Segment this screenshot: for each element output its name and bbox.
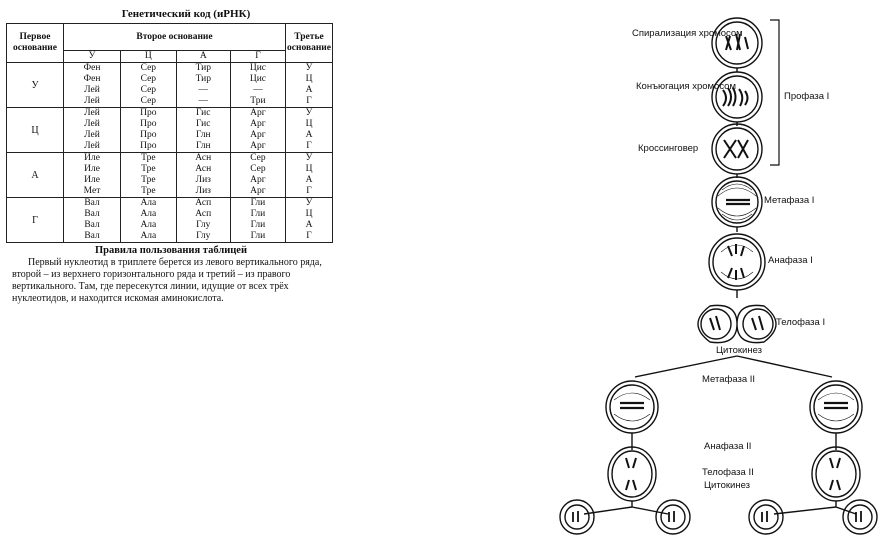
label-cytokinesis-2: Цитокинез: [704, 480, 751, 491]
first-base-cell: Г: [7, 198, 64, 243]
amino-acid-cell: Лей: [64, 108, 121, 120]
amino-acid-cell: Глн: [176, 141, 230, 153]
second-base-label: Ц: [121, 51, 177, 63]
cell-conjugation: [712, 72, 762, 122]
amino-acid-cell: Фен: [64, 63, 121, 75]
amino-acid-cell: Глу: [176, 220, 230, 231]
label-spiralization: Спирализация хромосом: [632, 28, 743, 39]
third-base-cell: А: [286, 220, 333, 231]
genetic-code-body: [7, 63, 333, 243]
amino-acid-cell: Мет: [64, 186, 121, 198]
amino-acid-cell: Тре: [121, 153, 177, 165]
amino-acid-cell: Тре: [121, 175, 177, 186]
first-base-cell: У: [7, 63, 64, 108]
amino-acid-cell: Лей: [64, 85, 121, 96]
amino-acid-cell: Сер: [121, 74, 177, 85]
table-row: [7, 108, 333, 120]
amino-acid-cell: Гли: [230, 198, 285, 210]
label-cytokinesis-1: Цитокинез: [716, 345, 763, 356]
label-prophase: Профаза I: [784, 91, 830, 102]
rules-text: Первый нуклеотид в триплете берется из левого вертикального ряда, второй – из верхнего горизонтального ряда и третий – из правого вертикального. Там, где пересекутся линии, идущие от всех трёх нуклеотидов, и находится искомая аминокислота.: [12, 257, 322, 304]
third-base-cell: Ц: [286, 164, 333, 175]
amino-acid-cell: Глн: [176, 130, 230, 141]
cell-telophase-1: [698, 305, 776, 342]
label-metaphase-1: Метафаза I: [764, 195, 815, 206]
amino-acid-cell: Асн: [176, 164, 230, 175]
amino-acid-cell: Тре: [121, 164, 177, 175]
third-base-header: Третье основание: [286, 24, 333, 63]
daughter-cell: [656, 500, 690, 534]
amino-acid-cell: Вал: [64, 198, 121, 210]
amino-acid-cell: Арг: [230, 186, 285, 198]
cell-metaphase-2-right: [810, 381, 862, 433]
amino-acid-cell: Сер: [121, 85, 177, 96]
amino-acid-cell: Арг: [230, 119, 285, 130]
third-base-cell: А: [286, 85, 333, 96]
second-base-label: У: [64, 51, 121, 63]
amino-acid-cell: Сер: [121, 63, 177, 75]
amino-acid-cell: Тир: [176, 74, 230, 85]
second-base-label: А: [176, 51, 230, 63]
third-base-cell: У: [286, 198, 333, 210]
prophase-bracket: [770, 20, 779, 165]
amino-acid-cell: Асн: [176, 153, 230, 165]
cell-metaphase-2-left: [606, 381, 658, 433]
meiosis-diagram: [540, 0, 885, 539]
amino-acid-cell: Гли: [230, 231, 285, 243]
rules-title: Правила пользования таблицей: [94, 245, 248, 256]
amino-acid-cell: —: [176, 85, 230, 96]
amino-acid-cell: —: [230, 85, 285, 96]
daughter-cell: [560, 500, 594, 534]
amino-acid-cell: Лей: [64, 141, 121, 153]
third-base-cell: Ц: [286, 119, 333, 130]
amino-acid-cell: Арг: [230, 130, 285, 141]
amino-acid-cell: Гис: [176, 119, 230, 130]
amino-acid-cell: Тре: [121, 186, 177, 198]
amino-acid-cell: Лей: [64, 130, 121, 141]
cell-spiralization: [712, 18, 762, 68]
amino-acid-cell: Вал: [64, 231, 121, 243]
amino-acid-cell: Про: [121, 108, 177, 120]
third-base-cell: Г: [286, 96, 333, 108]
amino-acid-cell: Асп: [176, 198, 230, 210]
amino-acid-cell: Гли: [230, 209, 285, 220]
amino-acid-cell: Гли: [230, 220, 285, 231]
amino-acid-cell: Вал: [64, 220, 121, 231]
label-conjugation: Конъюгация хромосом: [636, 81, 737, 92]
amino-acid-cell: Ала: [121, 209, 177, 220]
table-title: Генетический код (иРНК): [121, 8, 251, 20]
label-telophase-1: Телофаза I: [776, 317, 826, 328]
cell-anaphase-2-left: [608, 447, 656, 501]
third-base-cell: У: [286, 108, 333, 120]
first-base-cell: А: [7, 153, 64, 198]
label-crossover: Кроссинговер: [638, 143, 699, 154]
label-metaphase-2: Метафаза II: [702, 374, 756, 385]
third-base-cell: Ц: [286, 74, 333, 85]
label-telophase-2: Телофаза II: [702, 467, 754, 478]
cell-metaphase-1: [712, 177, 762, 227]
amino-acid-cell: Лей: [64, 119, 121, 130]
amino-acid-cell: Фен: [64, 74, 121, 85]
amino-acid-cell: Ала: [121, 231, 177, 243]
table-row: [7, 153, 333, 165]
amino-acid-cell: Сер: [230, 164, 285, 175]
amino-acid-cell: Гис: [176, 108, 230, 120]
third-base-cell: Г: [286, 231, 333, 243]
amino-acid-cell: Три: [230, 96, 285, 108]
first-base-header: Первое основание: [7, 24, 64, 63]
daughter-cell: [843, 500, 877, 534]
amino-acid-cell: Арг: [230, 108, 285, 120]
amino-acid-cell: Арг: [230, 175, 285, 186]
third-base-cell: А: [286, 175, 333, 186]
label-anaphase-1: Анафаза I: [768, 255, 813, 266]
amino-acid-cell: Лиз: [176, 186, 230, 198]
second-base-label: Г: [230, 51, 285, 63]
amino-acid-cell: Сер: [230, 153, 285, 165]
amino-acid-cell: Арг: [230, 141, 285, 153]
third-base-cell: Г: [286, 186, 333, 198]
amino-acid-cell: Иле: [64, 153, 121, 165]
table-row: [7, 63, 333, 75]
cell-anaphase-1: [709, 234, 765, 290]
table-row: [7, 198, 333, 210]
daughter-cell: [749, 500, 783, 534]
amino-acid-cell: Тир: [176, 63, 230, 75]
first-base-cell: Ц: [7, 108, 64, 153]
amino-acid-cell: Про: [121, 141, 177, 153]
amino-acid-cell: —: [176, 96, 230, 108]
amino-acid-cell: Ала: [121, 198, 177, 210]
third-base-cell: А: [286, 130, 333, 141]
third-base-cell: Г: [286, 141, 333, 153]
amino-acid-cell: Вал: [64, 209, 121, 220]
amino-acid-cell: Сер: [121, 96, 177, 108]
amino-acid-cell: Асп: [176, 209, 230, 220]
amino-acid-cell: Глу: [176, 231, 230, 243]
cell-anaphase-2-right: [812, 447, 860, 501]
third-base-cell: У: [286, 63, 333, 75]
amino-acid-cell: Ала: [121, 220, 177, 231]
label-anaphase-2: Анафаза II: [704, 441, 752, 452]
second-base-header: Второе основание: [64, 24, 286, 51]
genetic-code-table: [6, 23, 333, 243]
third-base-cell: У: [286, 153, 333, 165]
genetic-code-panel: [6, 8, 336, 305]
amino-acid-cell: Лиз: [176, 175, 230, 186]
amino-acid-cell: Цис: [230, 63, 285, 75]
amino-acid-cell: Цис: [230, 74, 285, 85]
amino-acid-cell: Про: [121, 119, 177, 130]
third-base-cell: Ц: [286, 209, 333, 220]
amino-acid-cell: Иле: [64, 164, 121, 175]
amino-acid-cell: Лей: [64, 96, 121, 108]
amino-acid-cell: Про: [121, 130, 177, 141]
cell-crossover: [712, 124, 762, 174]
amino-acid-cell: Иле: [64, 175, 121, 186]
